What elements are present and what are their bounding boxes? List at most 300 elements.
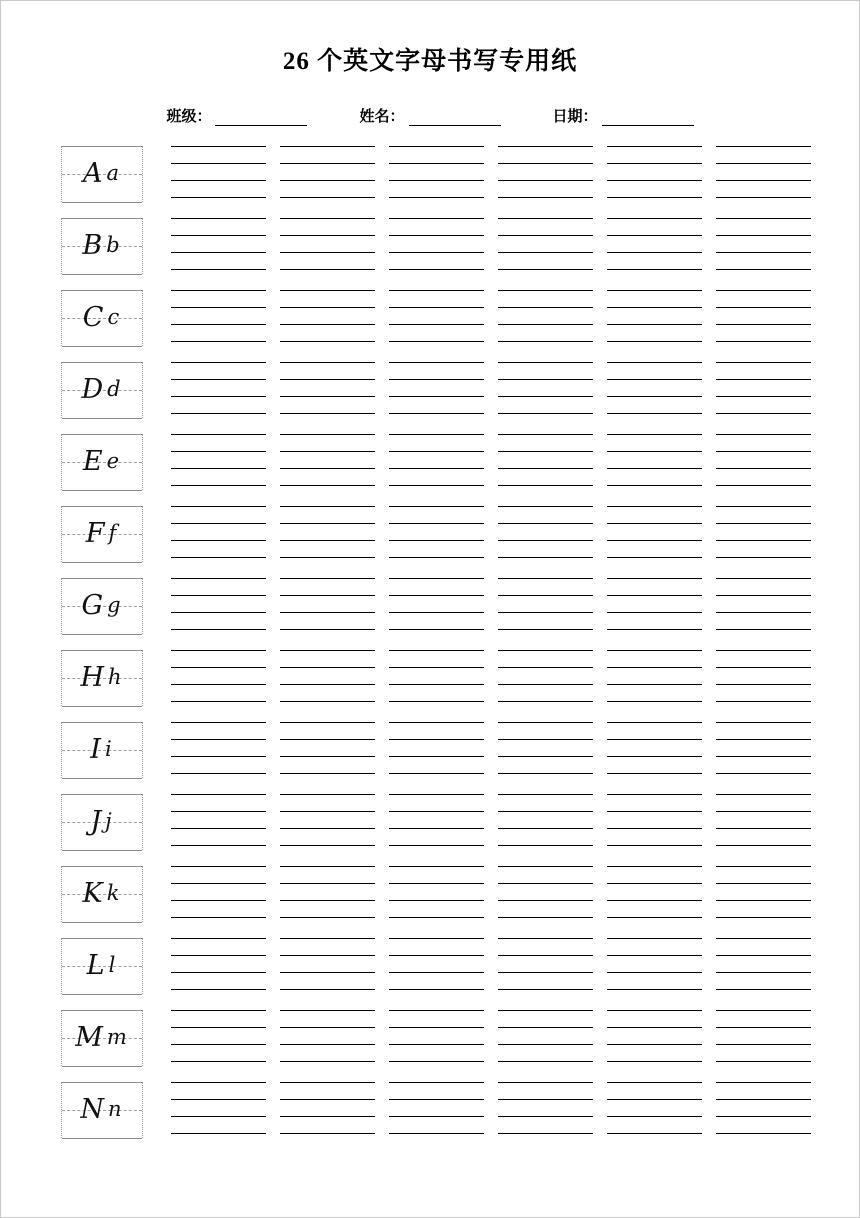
ruling-line-1 bbox=[171, 722, 811, 723]
ruling-segment bbox=[280, 1133, 375, 1134]
letter-uppercase: L bbox=[86, 949, 107, 981]
ruling-segment bbox=[280, 451, 375, 452]
ruling-segment bbox=[498, 557, 593, 558]
ruling-segment bbox=[280, 667, 375, 668]
ruling-segment bbox=[716, 362, 811, 363]
ruling-segment bbox=[716, 883, 811, 884]
ruling-segment bbox=[280, 1116, 375, 1117]
guide-line-bottom bbox=[62, 778, 142, 779]
practice-lines[interactable] bbox=[171, 360, 811, 420]
practice-lines[interactable] bbox=[171, 288, 811, 348]
ruling-segment bbox=[607, 900, 702, 901]
ruling-segment bbox=[280, 1099, 375, 1100]
ruling-segment bbox=[716, 506, 811, 507]
ruling-segment bbox=[716, 290, 811, 291]
meta-field-class bbox=[166, 105, 307, 126]
ruling-segment bbox=[607, 269, 702, 270]
ruling-segment bbox=[716, 180, 811, 181]
practice-lines[interactable] bbox=[171, 792, 811, 852]
ruling-segment bbox=[498, 917, 593, 918]
ruling-segment bbox=[716, 722, 811, 723]
ruling-segment bbox=[607, 341, 702, 342]
letter-model-cell bbox=[61, 794, 143, 850]
ruling-segment bbox=[171, 413, 266, 414]
ruling-segment bbox=[280, 773, 375, 774]
ruling-segment bbox=[280, 938, 375, 939]
four-line-grid bbox=[171, 144, 811, 200]
ruling-segment bbox=[607, 917, 702, 918]
ruling-segment bbox=[171, 163, 266, 164]
ruling-segment bbox=[716, 972, 811, 973]
ruling-line-3 bbox=[171, 396, 811, 397]
ruling-segment bbox=[389, 684, 484, 685]
four-line-grid bbox=[171, 864, 811, 920]
ruling-segment bbox=[171, 485, 266, 486]
ruling-line-3 bbox=[171, 1044, 811, 1045]
ruling-segment bbox=[389, 1099, 484, 1100]
ruling-segment bbox=[171, 989, 266, 990]
ruling-line-2 bbox=[171, 739, 811, 740]
ruling-segment bbox=[171, 578, 266, 579]
ruling-line-2 bbox=[171, 307, 811, 308]
ruling-segment bbox=[716, 523, 811, 524]
ruling-segment bbox=[280, 900, 375, 901]
ruling-segment bbox=[716, 413, 811, 414]
ruling-line-4 bbox=[171, 341, 811, 342]
practice-lines[interactable] bbox=[171, 144, 811, 204]
ruling-segment bbox=[171, 523, 266, 524]
ruling-segment bbox=[280, 307, 375, 308]
ruling-segment bbox=[280, 485, 375, 486]
ruling-segment bbox=[389, 722, 484, 723]
ruling-segment bbox=[498, 180, 593, 181]
ruling-segment bbox=[280, 722, 375, 723]
practice-lines[interactable] bbox=[171, 576, 811, 636]
ruling-segment bbox=[171, 1010, 266, 1011]
ruling-segment bbox=[389, 146, 484, 147]
ruling-line-4 bbox=[171, 845, 811, 846]
ruling-segment bbox=[716, 1133, 811, 1134]
guide-line-bottom bbox=[62, 850, 142, 851]
ruling-line-2 bbox=[171, 379, 811, 380]
ruling-segment bbox=[716, 811, 811, 812]
ruling-segment bbox=[171, 883, 266, 884]
ruling-segment bbox=[171, 1116, 266, 1117]
practice-lines[interactable] bbox=[171, 936, 811, 996]
ruling-segment bbox=[716, 1061, 811, 1062]
ruling-segment bbox=[498, 1099, 593, 1100]
ruling-segment bbox=[716, 485, 811, 486]
ruling-segment bbox=[389, 1061, 484, 1062]
guide-line-bottom bbox=[62, 562, 142, 563]
ruling-segment bbox=[389, 900, 484, 901]
practice-lines[interactable] bbox=[171, 1080, 811, 1140]
ruling-segment bbox=[607, 595, 702, 596]
ruling-segment bbox=[716, 468, 811, 469]
ruling-segment bbox=[498, 1044, 593, 1045]
ruling-segment bbox=[607, 866, 702, 867]
ruling-segment bbox=[716, 650, 811, 651]
ruling-line-3 bbox=[171, 540, 811, 541]
ruling-segment bbox=[716, 163, 811, 164]
ruling-segment bbox=[171, 540, 266, 541]
ruling-segment bbox=[171, 917, 266, 918]
ruling-segment bbox=[171, 900, 266, 901]
ruling-segment bbox=[607, 667, 702, 668]
ruling-segment bbox=[280, 866, 375, 867]
four-line-grid bbox=[171, 792, 811, 848]
ruling-segment bbox=[389, 180, 484, 181]
ruling-segment bbox=[389, 396, 484, 397]
ruling-segment bbox=[607, 485, 702, 486]
ruling-segment bbox=[171, 197, 266, 198]
ruling-segment bbox=[607, 163, 702, 164]
letter-model-cell bbox=[61, 938, 143, 994]
ruling-segment bbox=[280, 684, 375, 685]
ruling-segment bbox=[389, 629, 484, 630]
ruling-line-1 bbox=[171, 290, 811, 291]
ruling-line-1 bbox=[171, 1082, 811, 1083]
ruling-segment bbox=[389, 362, 484, 363]
ruling-segment bbox=[498, 828, 593, 829]
letter-practice-row bbox=[61, 216, 811, 288]
ruling-segment bbox=[498, 667, 593, 668]
letter-glyph bbox=[62, 144, 142, 202]
ruling-segment bbox=[498, 362, 593, 363]
letter-lowercase: f bbox=[108, 521, 119, 545]
ruling-line-4 bbox=[171, 773, 811, 774]
guide-line-bottom bbox=[62, 274, 142, 275]
ruling-segment bbox=[389, 252, 484, 253]
ruling-segment bbox=[716, 938, 811, 939]
ruling-segment bbox=[171, 972, 266, 973]
letter-practice-row bbox=[61, 504, 811, 576]
ruling-segment bbox=[607, 955, 702, 956]
ruling-segment bbox=[389, 917, 484, 918]
four-line-grid bbox=[171, 432, 811, 488]
ruling-segment bbox=[171, 756, 266, 757]
guide-line-bottom bbox=[62, 418, 142, 419]
meta-blank-class[interactable] bbox=[215, 111, 307, 126]
ruling-segment bbox=[607, 650, 702, 651]
ruling-segment bbox=[498, 650, 593, 651]
letter-uppercase: D bbox=[81, 373, 106, 405]
letter-glyph bbox=[62, 720, 142, 778]
ruling-segment bbox=[389, 468, 484, 469]
ruling-segment bbox=[607, 845, 702, 846]
ruling-segment bbox=[498, 938, 593, 939]
letter-uppercase: N bbox=[80, 1093, 107, 1125]
letter-lowercase: d bbox=[107, 377, 123, 401]
practice-lines[interactable] bbox=[171, 504, 811, 564]
practice-lines[interactable] bbox=[171, 720, 811, 780]
ruling-segment bbox=[498, 756, 593, 757]
ruling-segment bbox=[171, 252, 266, 253]
ruling-segment bbox=[389, 938, 484, 939]
ruling-segment bbox=[607, 756, 702, 757]
letter-uppercase: K bbox=[82, 877, 105, 909]
letter-practice-row bbox=[61, 288, 811, 360]
ruling-segment bbox=[498, 290, 593, 291]
ruling-segment bbox=[280, 396, 375, 397]
letter-model-cell bbox=[61, 1082, 143, 1138]
letter-practice-row bbox=[61, 144, 811, 216]
practice-lines[interactable] bbox=[171, 648, 811, 708]
ruling-segment bbox=[498, 989, 593, 990]
meta-row bbox=[1, 105, 859, 126]
ruling-segment bbox=[607, 506, 702, 507]
ruling-line-1 bbox=[171, 650, 811, 651]
ruling-segment bbox=[389, 989, 484, 990]
ruling-segment bbox=[498, 722, 593, 723]
ruling-segment bbox=[498, 595, 593, 596]
ruling-segment bbox=[389, 1082, 484, 1083]
ruling-segment bbox=[389, 701, 484, 702]
ruling-segment bbox=[498, 629, 593, 630]
meta-blank-name[interactable] bbox=[409, 111, 501, 126]
letter-practice-row bbox=[61, 432, 811, 504]
letter-uppercase: B bbox=[82, 229, 105, 261]
ruling-segment bbox=[171, 379, 266, 380]
ruling-line-4 bbox=[171, 413, 811, 414]
ruling-segment bbox=[716, 1044, 811, 1045]
ruling-line-4 bbox=[171, 1061, 811, 1062]
ruling-line-2 bbox=[171, 163, 811, 164]
ruling-segment bbox=[716, 739, 811, 740]
ruling-segment bbox=[389, 811, 484, 812]
letter-practice-row bbox=[61, 360, 811, 432]
ruling-line-2 bbox=[171, 811, 811, 812]
ruling-segment bbox=[716, 578, 811, 579]
ruling-segment bbox=[607, 1082, 702, 1083]
ruling-segment bbox=[716, 269, 811, 270]
ruling-segment bbox=[280, 235, 375, 236]
guide-line-bottom bbox=[62, 922, 142, 923]
ruling-segment bbox=[716, 866, 811, 867]
letter-uppercase: I bbox=[90, 733, 103, 765]
ruling-segment bbox=[498, 866, 593, 867]
ruling-segment bbox=[280, 828, 375, 829]
ruling-segment bbox=[389, 1027, 484, 1028]
letter-uppercase: G bbox=[81, 589, 106, 621]
ruling-segment bbox=[171, 1082, 266, 1083]
ruling-segment bbox=[607, 773, 702, 774]
ruling-segment bbox=[171, 828, 266, 829]
letter-model-cell bbox=[61, 218, 143, 274]
letter-glyph bbox=[62, 360, 142, 418]
ruling-segment bbox=[607, 434, 702, 435]
ruling-segment bbox=[280, 972, 375, 973]
ruling-segment bbox=[716, 396, 811, 397]
ruling-segment bbox=[280, 917, 375, 918]
ruling-line-4 bbox=[171, 629, 811, 630]
ruling-segment bbox=[498, 523, 593, 524]
ruling-segment bbox=[389, 413, 484, 414]
ruling-segment bbox=[280, 1027, 375, 1028]
ruling-segment bbox=[171, 451, 266, 452]
meta-label-class: 班级： bbox=[166, 109, 212, 125]
letter-practice-row bbox=[61, 576, 811, 648]
ruling-segment bbox=[171, 1133, 266, 1134]
ruling-segment bbox=[498, 955, 593, 956]
ruling-segment bbox=[607, 1133, 702, 1134]
ruling-segment bbox=[280, 324, 375, 325]
ruling-segment bbox=[171, 811, 266, 812]
ruling-segment bbox=[607, 938, 702, 939]
ruling-segment bbox=[280, 629, 375, 630]
ruling-segment bbox=[389, 883, 484, 884]
ruling-segment bbox=[389, 1010, 484, 1011]
ruling-segment bbox=[716, 1082, 811, 1083]
ruling-segment bbox=[607, 523, 702, 524]
ruling-segment bbox=[171, 218, 266, 219]
four-line-grid bbox=[171, 936, 811, 992]
practice-lines[interactable] bbox=[171, 1008, 811, 1068]
ruling-segment bbox=[716, 1027, 811, 1028]
ruling-segment bbox=[716, 146, 811, 147]
ruling-segment bbox=[498, 451, 593, 452]
ruling-segment bbox=[607, 146, 702, 147]
ruling-segment bbox=[498, 900, 593, 901]
ruling-segment bbox=[171, 180, 266, 181]
ruling-segment bbox=[280, 197, 375, 198]
ruling-segment bbox=[171, 667, 266, 668]
meta-field-date bbox=[553, 105, 694, 126]
ruling-segment bbox=[498, 1116, 593, 1117]
meta-field-name bbox=[359, 105, 500, 126]
ruling-segment bbox=[607, 218, 702, 219]
ruling-segment bbox=[607, 468, 702, 469]
four-line-grid bbox=[171, 720, 811, 776]
ruling-segment bbox=[280, 557, 375, 558]
letter-model-cell bbox=[61, 362, 143, 418]
ruling-line-3 bbox=[171, 612, 811, 613]
ruling-segment bbox=[171, 955, 266, 956]
ruling-segment bbox=[389, 197, 484, 198]
ruling-segment bbox=[716, 756, 811, 757]
letter-lowercase: m bbox=[106, 1025, 129, 1049]
ruling-segment bbox=[498, 379, 593, 380]
letter-practice-row bbox=[61, 792, 811, 864]
meta-blank-date[interactable] bbox=[602, 111, 694, 126]
ruling-segment bbox=[498, 540, 593, 541]
ruling-line-1 bbox=[171, 218, 811, 219]
ruling-line-4 bbox=[171, 989, 811, 990]
ruling-segment bbox=[498, 163, 593, 164]
ruling-line-3 bbox=[171, 180, 811, 181]
ruling-line-1 bbox=[171, 506, 811, 507]
letter-practice-row bbox=[61, 648, 811, 720]
ruling-segment bbox=[280, 756, 375, 757]
ruling-segment bbox=[171, 1099, 266, 1100]
ruling-segment bbox=[716, 917, 811, 918]
four-line-grid bbox=[171, 216, 811, 272]
ruling-segment bbox=[389, 845, 484, 846]
ruling-segment bbox=[498, 252, 593, 253]
ruling-segment bbox=[171, 146, 266, 147]
letter-glyph bbox=[62, 864, 142, 922]
ruling-segment bbox=[607, 989, 702, 990]
letter-uppercase: C bbox=[82, 301, 106, 333]
ruling-segment bbox=[607, 1061, 702, 1062]
ruling-segment bbox=[498, 578, 593, 579]
ruling-segment bbox=[607, 1010, 702, 1011]
four-line-grid bbox=[171, 648, 811, 704]
four-line-grid bbox=[171, 360, 811, 416]
ruling-segment bbox=[607, 684, 702, 685]
ruling-segment bbox=[171, 341, 266, 342]
ruling-segment bbox=[716, 235, 811, 236]
guide-line-bottom bbox=[62, 1138, 142, 1139]
ruling-segment bbox=[607, 739, 702, 740]
letter-lowercase: g bbox=[107, 593, 123, 617]
ruling-segment bbox=[716, 828, 811, 829]
ruling-line-1 bbox=[171, 866, 811, 867]
ruling-segment bbox=[280, 540, 375, 541]
ruling-segment bbox=[280, 1061, 375, 1062]
ruling-segment bbox=[280, 989, 375, 990]
letter-model-cell bbox=[61, 146, 143, 202]
page-title: 26 个英文字母书写专用纸 bbox=[282, 48, 578, 75]
ruling-line-4 bbox=[171, 485, 811, 486]
ruling-segment bbox=[280, 1082, 375, 1083]
ruling-segment bbox=[389, 828, 484, 829]
practice-lines[interactable] bbox=[171, 216, 811, 276]
letter-lowercase: n bbox=[108, 1097, 124, 1121]
letter-lowercase: b bbox=[106, 233, 122, 257]
ruling-line-2 bbox=[171, 955, 811, 956]
ruling-segment bbox=[498, 218, 593, 219]
ruling-segment bbox=[607, 1027, 702, 1028]
ruling-segment bbox=[280, 180, 375, 181]
ruling-segment bbox=[280, 218, 375, 219]
ruling-segment bbox=[389, 451, 484, 452]
four-line-grid bbox=[171, 1008, 811, 1064]
ruling-line-4 bbox=[171, 917, 811, 918]
ruling-segment bbox=[716, 434, 811, 435]
letter-model-cell bbox=[61, 434, 143, 490]
letter-glyph bbox=[62, 216, 142, 274]
ruling-segment bbox=[498, 811, 593, 812]
letter-practice-row bbox=[61, 936, 811, 1008]
ruling-segment bbox=[389, 1116, 484, 1117]
ruling-segment bbox=[171, 506, 266, 507]
letter-practice-row bbox=[61, 1080, 811, 1152]
ruling-segment bbox=[607, 235, 702, 236]
ruling-segment bbox=[389, 434, 484, 435]
ruling-segment bbox=[389, 235, 484, 236]
ruling-segment bbox=[280, 341, 375, 342]
practice-lines[interactable] bbox=[171, 864, 811, 924]
ruling-segment bbox=[389, 506, 484, 507]
practice-lines[interactable] bbox=[171, 432, 811, 492]
ruling-segment bbox=[498, 794, 593, 795]
ruling-segment bbox=[280, 883, 375, 884]
ruling-line-3 bbox=[171, 756, 811, 757]
ruling-segment bbox=[280, 595, 375, 596]
ruling-segment bbox=[280, 379, 375, 380]
ruling-segment bbox=[389, 866, 484, 867]
ruling-segment bbox=[607, 722, 702, 723]
ruling-segment bbox=[498, 468, 593, 469]
ruling-line-3 bbox=[171, 900, 811, 901]
ruling-segment bbox=[171, 434, 266, 435]
letter-uppercase: F bbox=[85, 517, 107, 549]
ruling-segment bbox=[716, 773, 811, 774]
letter-model-cell bbox=[61, 506, 143, 562]
ruling-segment bbox=[607, 1044, 702, 1045]
meta-label-date: 日期： bbox=[552, 109, 598, 125]
